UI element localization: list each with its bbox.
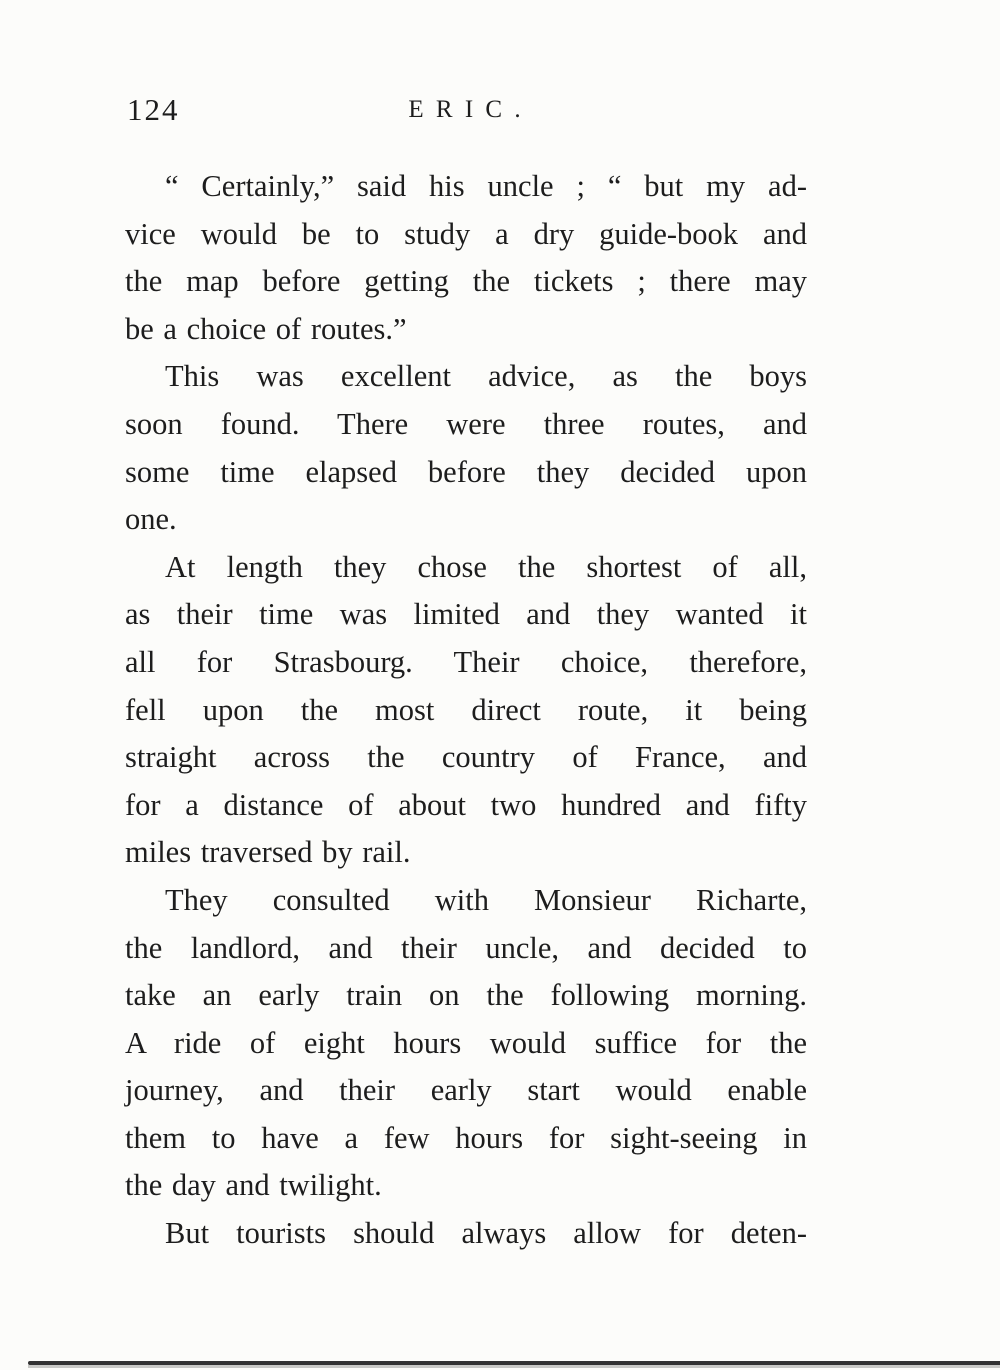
- page-body: [125, 163, 807, 1258]
- text-line: the day and twilight.: [125, 1168, 382, 1203]
- text-line: take an early train on the following morning.: [125, 978, 807, 1013]
- scan-artifact-shadow: [28, 1365, 1000, 1368]
- text-line: the map before getting the tickets ; there may: [125, 264, 807, 299]
- scan-artifact-line: [28, 1361, 1000, 1365]
- text-line: They consulted with Monsieur Richarte,: [165, 882, 807, 917]
- running-title: E R I C .: [408, 96, 524, 123]
- text-line: miles traversed by rail.: [125, 835, 411, 870]
- text-line: one.: [125, 502, 177, 537]
- text-line: the landlord, and their uncle, and decided to: [125, 930, 807, 965]
- text-line: A ride of eight hours would suffice for the: [125, 1025, 807, 1060]
- text-line: for a distance of about two hundred and fifty: [125, 787, 807, 822]
- text-line: journey, and their early start would enable: [125, 1073, 807, 1108]
- text-line: “ Certainly,” said his uncle ; “ but my ad-: [165, 169, 807, 203]
- text-line: all for Strasbourg. Their choice, therefore,: [125, 644, 807, 679]
- text-line: vice would be to study a dry guide-book and: [125, 216, 807, 251]
- text-line: fell upon the most direct route, it being: [125, 692, 807, 727]
- text-line: them to have a few hours for sight-seeing in: [125, 1120, 807, 1155]
- text-line: At length they chose the shortest of all,: [165, 549, 807, 584]
- text-line: This was excellent advice, as the boys: [165, 359, 807, 394]
- text-line: as their time was limited and they wanted it: [125, 597, 807, 632]
- running-head: [125, 92, 807, 138]
- page-number: 124: [127, 92, 180, 127]
- text-line: some time elapsed before they decided upon: [125, 454, 807, 489]
- text-line: soon found. There were three routes, and: [125, 406, 807, 441]
- text-line: straight across the country of France, and: [125, 740, 807, 775]
- text-line: But tourists should always allow for deten-: [165, 1216, 807, 1251]
- text-line: be a choice of routes.”: [125, 311, 407, 346]
